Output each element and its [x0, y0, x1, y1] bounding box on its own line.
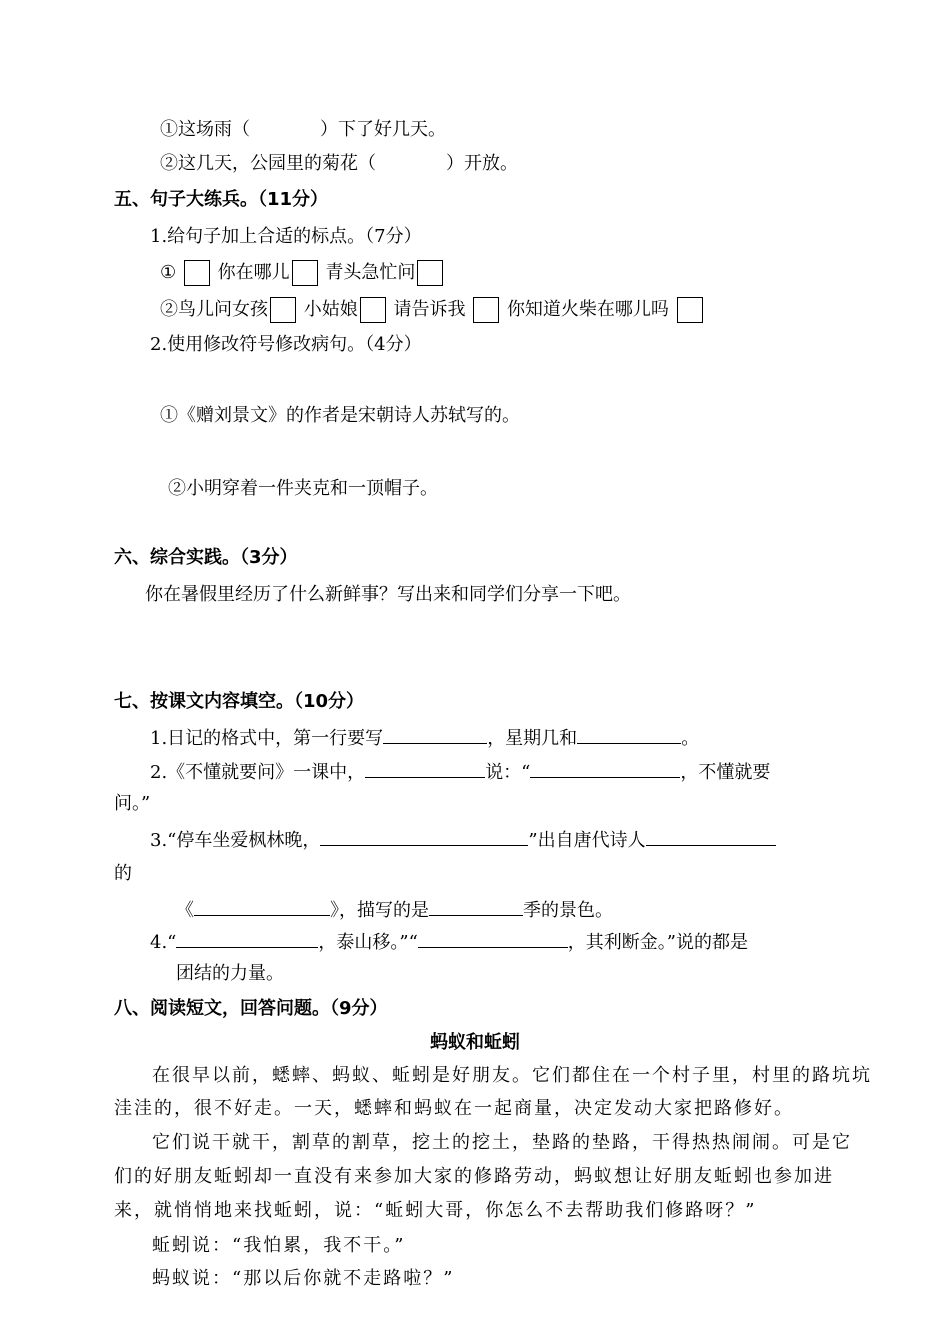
text: 季的景色。	[523, 900, 613, 921]
text: 《	[176, 900, 194, 921]
text: ，其利断金。”说的都是	[567, 932, 748, 953]
text: 说：“	[485, 762, 531, 783]
text: 你在哪儿	[217, 262, 290, 283]
section-5-heading: 五、句子大练兵。（11分）	[114, 189, 329, 210]
fill-line-2	[150, 759, 770, 785]
punctuation-box[interactable]	[360, 297, 386, 323]
fill-blank[interactable]	[383, 725, 487, 744]
punctuation-box[interactable]	[270, 297, 296, 323]
punctuation-row-2	[160, 297, 705, 323]
punctuation-box[interactable]	[677, 297, 703, 323]
fill-line-3	[150, 827, 776, 853]
faulty-sentence-2: ②小明穿着一件夹克和一顶帽子。	[168, 478, 438, 499]
text: ②鸟儿问女孩	[160, 299, 268, 320]
fill-blank[interactable]	[646, 827, 776, 846]
text: 小姑娘	[303, 299, 358, 320]
passage-line: 蚯蚓说：“我怕累，我不干。”	[152, 1235, 406, 1256]
punctuation-box[interactable]	[292, 260, 318, 286]
fill-blank[interactable]	[365, 759, 485, 778]
text: ）开放。	[446, 153, 518, 174]
punctuation-row-1	[160, 260, 445, 286]
fill-blank[interactable]	[176, 929, 318, 948]
text: 。	[681, 728, 700, 749]
s4-question-2	[160, 152, 518, 176]
text: ，星期几和	[487, 728, 578, 749]
text: ）下了好几天。	[320, 119, 446, 140]
fill-line-2-cont: 问。”	[114, 793, 151, 814]
text: ，不懂就要	[680, 762, 771, 783]
section-6-heading: 六、综合实践。（3分）	[114, 547, 298, 568]
fill-line-4	[176, 897, 613, 923]
text: 请告诉我	[393, 299, 466, 320]
passage-line: 在很早以前，蟋蟀、蚂蚁、蚯蚓是好朋友。它们都住在一个村子里，村里的路坑坑	[152, 1065, 872, 1086]
text: 青头急忙问	[325, 262, 416, 283]
passage-line: 它们说干就干，割草的割草，挖土的挖土，垫路的垫路，干得热热闹闹。可是它	[152, 1132, 852, 1153]
passage-line: 蚂蚁说：“那以后你就不走路啦？”	[152, 1268, 455, 1289]
punctuation-box[interactable]	[417, 260, 443, 286]
text: 2.《不懂就要问》一课中，	[150, 762, 366, 783]
fill-blank[interactable]	[320, 827, 528, 846]
text: 3.“停车坐爱枫林晚，	[150, 830, 321, 851]
text: 1.日记的格式中，第一行要写	[150, 728, 384, 749]
fill-line-3-cont: 的	[114, 863, 132, 884]
section-8-heading: 八、阅读短文，回答问题。（9分）	[114, 998, 388, 1019]
text: ①	[160, 262, 177, 283]
text: 4.“	[150, 932, 177, 953]
fill-blank[interactable]	[418, 929, 568, 948]
s4-question-1	[160, 118, 446, 142]
passage-line: 来，就悄悄地来找蚯蚓，说：“蚯蚓大哥，你怎么不去帮助我们修路呀？”	[114, 1200, 757, 1221]
text: ②这几天，公园里的菊花（	[160, 153, 376, 174]
fill-line-6: 团结的力量。	[176, 963, 284, 984]
section-7-heading: 七、按课文内容填空。（10分）	[114, 691, 365, 712]
s5-part-2: 2.使用修改符号修改病句。（4分）	[150, 334, 422, 355]
punctuation-box[interactable]	[473, 297, 499, 323]
passage-line: 洼洼的，很不好走。一天，蟋蟀和蚂蚁在一起商量，决定发动大家把路修好。	[114, 1098, 794, 1119]
text: ”出自唐代诗人	[528, 830, 646, 851]
fill-line-1	[150, 725, 699, 751]
text: 你知道火柴在哪儿吗	[506, 299, 669, 320]
faulty-sentence-1: ①《赠刘景文》的作者是宋朝诗人苏轼写的。	[160, 405, 520, 426]
fill-line-5	[150, 929, 748, 955]
text: 》，描写的是	[330, 900, 429, 921]
passage-title: 蚂蚁和蚯蚓	[430, 1032, 520, 1053]
fill-blank[interactable]	[429, 897, 523, 916]
fill-blank[interactable]	[577, 725, 681, 744]
s5-part-1: 1.给句子加上合适的标点。（7分）	[150, 226, 422, 247]
punctuation-box[interactable]	[184, 260, 210, 286]
text: ①这场雨（	[160, 119, 250, 140]
fill-blank[interactable]	[530, 759, 680, 778]
passage-line: 们的好朋友蚯蚓却一直没有来参加大家的修路劳动，蚂蚁想让好朋友蚯蚓也参加进	[114, 1166, 834, 1187]
s6-question: 你在暑假里经历了什么新鲜事？写出来和同学们分享一下吧。	[145, 584, 631, 605]
text: ，泰山移。”“	[318, 932, 418, 953]
fill-blank[interactable]	[194, 897, 330, 916]
